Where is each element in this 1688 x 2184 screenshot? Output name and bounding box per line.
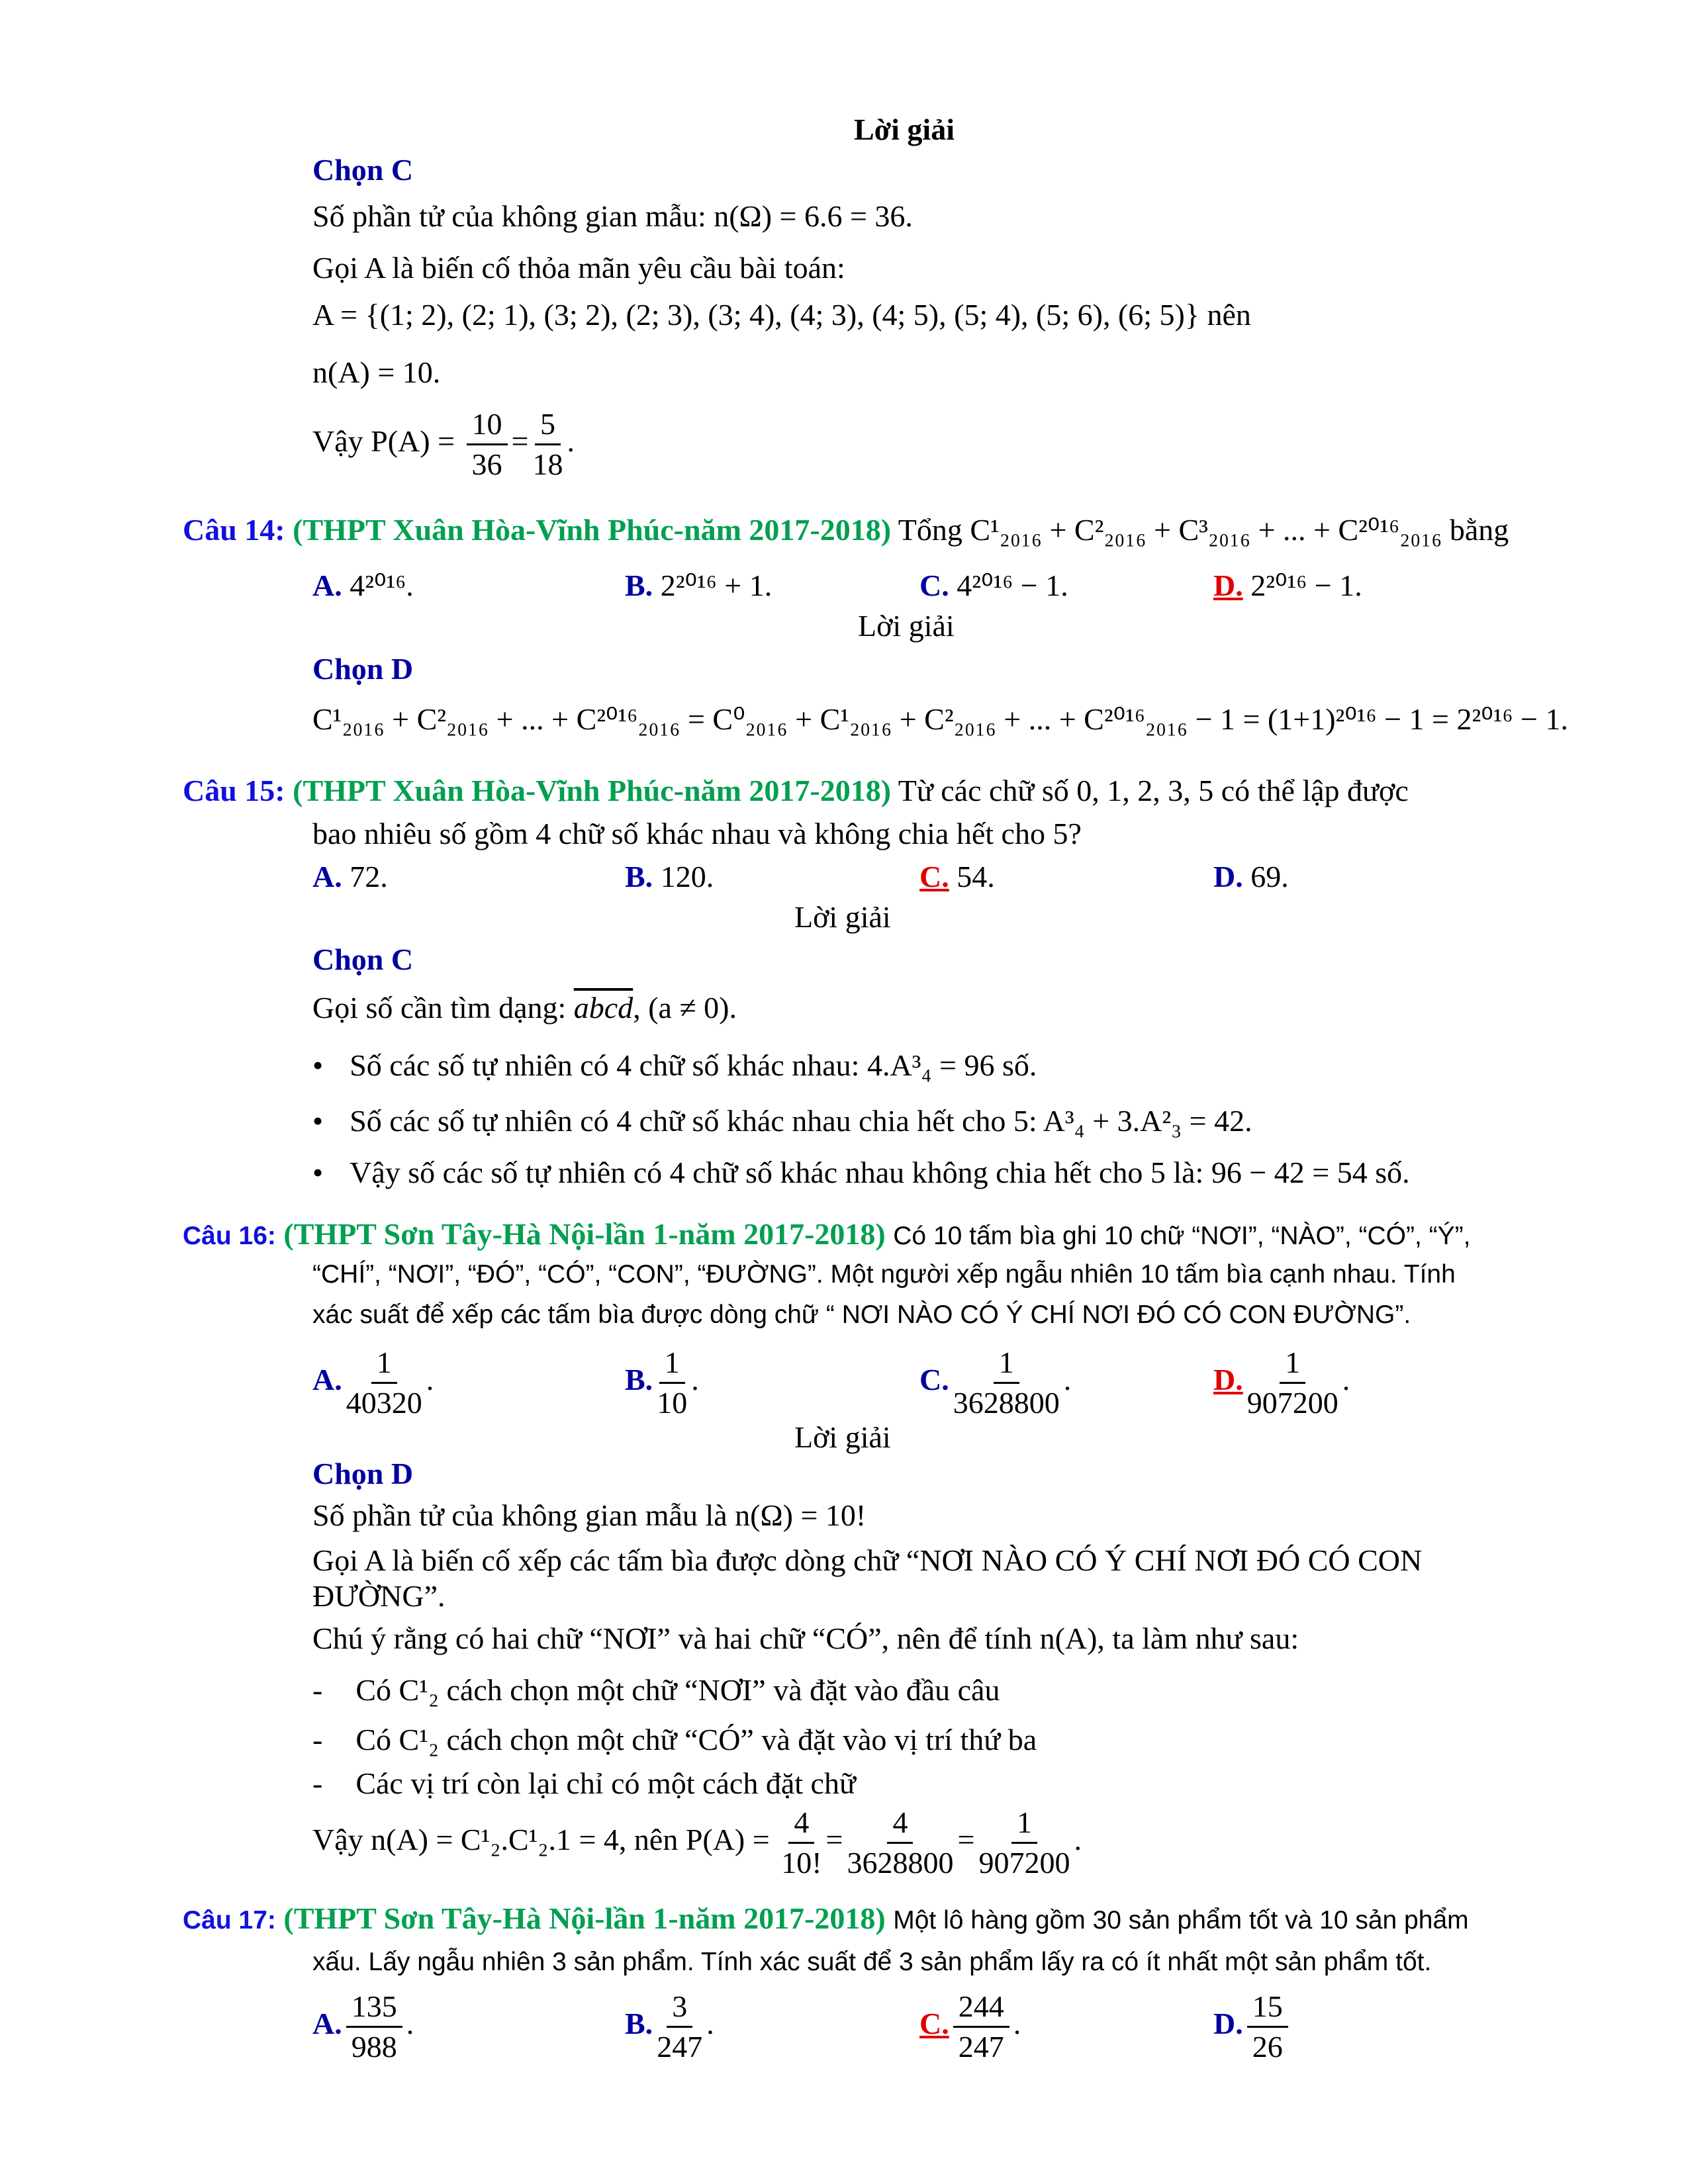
- option-c[interactable]: C. $\frac{1}{3628800}$ .: [919, 1343, 1071, 1422]
- option-c-correct[interactable]: C. $\frac{244}{247}$ .: [919, 1987, 1021, 2066]
- bullet-text: Số các số tự nhiên có 4 chữ số khác nhau: 4.A³₄ = 96 số.: [350, 1048, 1037, 1082]
- question-source: (THPT Sơn Tây-Hà Nội-lần 1-năm 2017-2018): [283, 1901, 886, 1935]
- option-d-correct[interactable]: [1213, 567, 1362, 604]
- number-form: abcd: [573, 991, 633, 1024]
- fraction: [847, 1803, 953, 1882]
- numerator: 4: [887, 1803, 913, 1844]
- question-text: Một lô hàng gồm 30 sản phẩm tốt và 10 sản phẩm: [893, 1906, 1469, 1934]
- option-d[interactable]: [1213, 1987, 1292, 2066]
- dash-item: [312, 1721, 1037, 1758]
- denominator: 18: [532, 447, 563, 481]
- numerator: 135: [346, 1987, 402, 2028]
- dash-item: [312, 1765, 856, 1802]
- bullet-icon: •: [312, 1156, 324, 1189]
- option-b[interactable]: [625, 858, 714, 895]
- fraction: [657, 1343, 687, 1422]
- probability-line: Vậy P(A) = $\frac{10}{36}$ = $\frac{5}{18}$ .: [312, 405, 575, 484]
- denominator: 40320: [346, 1386, 422, 1420]
- numerator: 4: [788, 1803, 814, 1844]
- bullet-icon: •: [312, 1104, 324, 1138]
- bullet-item: [312, 1047, 1037, 1084]
- numerator: 3: [667, 1987, 692, 2028]
- math-line: A = {(1; 2), (2; 1), (3; 2), (2; 3), (3; 4), (4; 3), (4; 5), (5; 4), (5; 6), (6; 5)} nên: [312, 298, 1251, 332]
- text-line: Gọi A là biến cố thỏa mãn yêu cầu bài toán:: [312, 251, 845, 285]
- option-value: 120.: [660, 860, 714, 893]
- numerator: 10: [467, 405, 508, 445]
- question-text: Có 10 tấm bìa ghi 10 chữ “NƠI”, “NÀO”, “CÓ”, “Ý”,: [893, 1222, 1471, 1250]
- fraction: [657, 1987, 702, 2066]
- question-14: [183, 512, 1509, 549]
- dash-icon: -: [312, 1723, 323, 1756]
- option-label: B.: [625, 860, 653, 893]
- numerator: 244: [953, 1987, 1009, 2028]
- question-16: [183, 1216, 1471, 1255]
- text: Gọi số cần tìm dạng:: [312, 991, 567, 1024]
- bullet-item: [312, 1154, 1410, 1191]
- text-line: Chú ý rằng có hai chữ “NƠI” và hai chữ “CÓ”, nên để tính n(A), ta làm như sau:: [312, 1621, 1299, 1655]
- option-label: C.: [919, 2007, 949, 2041]
- question-source: (THPT Xuân Hòa-Vĩnh Phúc-năm 2017-2018): [293, 774, 892, 807]
- denominator: 3628800: [847, 1846, 954, 1880]
- option-c[interactable]: [919, 567, 1068, 604]
- question-label: Câu 14:: [183, 513, 285, 547]
- option-label: D.: [1213, 1363, 1243, 1397]
- question-label: Câu 17:: [183, 1906, 276, 1934]
- option-label: B.: [625, 569, 653, 602]
- fraction: [467, 405, 508, 484]
- probability-line: Vậy n(A) = C¹₂.C¹₂.1 = 4, nên P(A) = $\frac{4}{10!}$ = $\frac{4}{3628800}$ = $\frac{1}{907200}$ .: [312, 1803, 1082, 1882]
- question-text: xấu. Lấy ngẫu nhiên 3 sản phẩm. Tính xác suất để 3 sản phẩm lấy ra có ít nhất một sản phẩm tốt.: [312, 1948, 1432, 1976]
- numerator: 1: [1280, 1343, 1305, 1384]
- fraction: [781, 1803, 821, 1882]
- dash-text: Các vị trí còn lại chỉ có một cách đặt chữ: [355, 1766, 856, 1800]
- question-17: [183, 1900, 1469, 1939]
- text: , (a ≠ 0).: [633, 991, 737, 1024]
- fraction: [953, 1987, 1009, 2066]
- dash-icon: -: [312, 1673, 323, 1707]
- dash-item: [312, 1672, 1000, 1709]
- text-line: [312, 989, 737, 1026]
- answer-choice: Chọn D: [312, 1457, 414, 1490]
- question-label: Câu 15:: [183, 774, 285, 807]
- solution-heading: Lời giải: [854, 113, 955, 146]
- solution-heading: Lời giải: [794, 900, 891, 934]
- denominator: 247: [657, 2030, 703, 2064]
- option-a[interactable]: [312, 858, 388, 895]
- option-label: A.: [312, 569, 342, 602]
- question-text: xác suất để xếp các tấm bìa được dòng chữ “ NƠI NÀO CÓ Ý CHÍ NƠI ĐÓ CÓ CON ĐƯỜNG”.: [312, 1300, 1411, 1329]
- option-c-correct[interactable]: [919, 858, 995, 895]
- denominator: 10!: [781, 1846, 822, 1880]
- denominator: 10: [657, 1386, 688, 1420]
- text-line: ĐƯỜNG”.: [312, 1579, 445, 1613]
- question-label: Câu 16:: [183, 1222, 276, 1250]
- option-value: 4²⁰¹⁶.: [350, 569, 414, 602]
- option-value: 2²⁰¹⁶ − 1.: [1250, 569, 1362, 602]
- fraction: [1247, 1343, 1338, 1422]
- option-label: C.: [919, 569, 949, 602]
- question-source: (THPT Sơn Tây-Hà Nội-lần 1-năm 2017-2018): [283, 1217, 886, 1251]
- fraction: [1247, 1987, 1288, 2066]
- option-b[interactable]: [625, 567, 772, 604]
- question-text: Từ các chữ số 0, 1, 2, 3, 5 có thể lập được: [898, 774, 1409, 807]
- text-line: Số phần tử của không gian mẫu là n(Ω) = 10!: [312, 1498, 867, 1532]
- text-line: Số phần tử của không gian mẫu: n(Ω) = 6.6 = 36.: [312, 199, 913, 233]
- option-label: B.: [625, 2007, 653, 2041]
- option-d-correct[interactable]: D. $\frac{1}{907200}$ .: [1213, 1343, 1350, 1422]
- question-text: bao nhiêu số gồm 4 chữ số khác nhau và không chia hết cho 5?: [312, 817, 1082, 850]
- option-label: B.: [625, 1363, 653, 1397]
- denominator: 907200: [978, 1846, 1070, 1880]
- option-value: 54.: [957, 860, 995, 893]
- option-b[interactable]: B. $\frac{1}{10}$ .: [625, 1343, 699, 1422]
- denominator: 36: [471, 447, 502, 481]
- option-a[interactable]: [312, 567, 414, 604]
- question-source: (THPT Xuân Hòa-Vĩnh Phúc-năm 2017-2018): [293, 513, 892, 547]
- option-value: 2²⁰¹⁶ + 1.: [660, 569, 773, 602]
- question-text: “CHÍ”, “NƠI”, “ĐÓ”, “CÓ”, “CON”, “ĐƯỜNG”. Một người xếp ngẫu nhiên 10 tấm bìa cạnh nhau. Tính: [312, 1260, 1456, 1289]
- fraction: [346, 1343, 422, 1422]
- option-b[interactable]: B. $\frac{3}{247}$ .: [625, 1987, 714, 2066]
- answer-choice: Chọn D: [312, 652, 414, 686]
- fraction: [953, 1343, 1060, 1422]
- probability-label: Vậy n(A) = C¹₂.C¹₂.1 = 4, nên P(A) =: [312, 1823, 770, 1857]
- option-label: D.: [1213, 569, 1243, 602]
- probability-label: Vậy P(A) =: [312, 424, 455, 459]
- option-label: A.: [312, 2007, 342, 2041]
- bullet-item: [312, 1103, 1252, 1140]
- fraction: [346, 1987, 402, 2066]
- option-value: 72.: [350, 860, 388, 893]
- fraction: [978, 1803, 1070, 1882]
- question-text: Tổng C¹₂₀₁₆ + C²₂₀₁₆ + C³₂₀₁₆ + ... + C²⁰¹⁶₂₀₁₆ bằng: [898, 513, 1509, 547]
- denominator: 907200: [1246, 1386, 1338, 1420]
- math-line: n(A) = 10.: [312, 355, 441, 389]
- numerator: 1: [659, 1343, 685, 1384]
- numerator: 1: [1011, 1803, 1037, 1844]
- option-label: A.: [312, 860, 342, 893]
- numerator: 1: [994, 1343, 1019, 1384]
- denominator: 3628800: [953, 1386, 1060, 1420]
- answer-choice: Chọn C: [312, 153, 414, 187]
- option-label: C.: [919, 1363, 949, 1397]
- question-15: [183, 772, 1409, 809]
- option-label: D.: [1213, 860, 1243, 893]
- math-line: C¹₂₀₁₆ + C²₂₀₁₆ + ... + C²⁰¹⁶₂₀₁₆ = C⁰₂₀₁₆ + C¹₂₀₁₆ + C²₂₀₁₆ + ... + C²⁰¹⁶₂₀₁₆ − 1 = (1+1)²⁰¹⁶ − 1 = 2²⁰¹⁶ − 1.: [312, 702, 1568, 736]
- denominator: 988: [351, 2030, 397, 2064]
- text-line: Gọi A là biến cố xếp các tấm bìa được dòng chữ “NƠI NÀO CÓ Ý CHÍ NƠI ĐÓ CÓ CON: [312, 1543, 1423, 1577]
- dash-text: Có C¹₂ cách chọn một chữ “NƠI” và đặt vào đầu câu: [355, 1673, 1000, 1707]
- denominator: 247: [958, 2030, 1004, 2064]
- bullet-icon: •: [312, 1048, 324, 1082]
- numerator: 5: [535, 405, 561, 445]
- option-label: D.: [1213, 2007, 1243, 2041]
- fraction: [532, 405, 563, 484]
- denominator: 26: [1252, 2030, 1283, 2064]
- numerator: 1: [371, 1343, 397, 1384]
- numerator: 15: [1247, 1987, 1288, 2028]
- answer-choice: Chọn C: [312, 942, 414, 976]
- bullet-text: Số các số tự nhiên có 4 chữ số khác nhau chia hết cho 5: A³₄ + 3.A²₃ = 42.: [350, 1104, 1252, 1138]
- solution-heading: Lời giải: [794, 1420, 891, 1454]
- option-a[interactable]: A. $\frac{135}{988}$ .: [312, 1987, 414, 2066]
- option-value: 4²⁰¹⁶ − 1.: [957, 569, 1068, 602]
- option-a[interactable]: A. $\frac{1}{40320}$ .: [312, 1343, 434, 1422]
- option-label: A.: [312, 1363, 342, 1397]
- solution-heading: Lời giải: [858, 609, 955, 643]
- option-d[interactable]: [1213, 858, 1289, 895]
- option-label: C.: [919, 860, 949, 893]
- bullet-text: Vậy số các số tự nhiên có 4 chữ số khác nhau không chia hết cho 5 là: 96 − 42 = 54 số.: [350, 1156, 1410, 1189]
- dash-text: Có C¹₂ cách chọn một chữ “CÓ” và đặt vào vị trí thứ ba: [355, 1723, 1037, 1756]
- dash-icon: -: [312, 1766, 323, 1800]
- option-value: 69.: [1250, 860, 1289, 893]
